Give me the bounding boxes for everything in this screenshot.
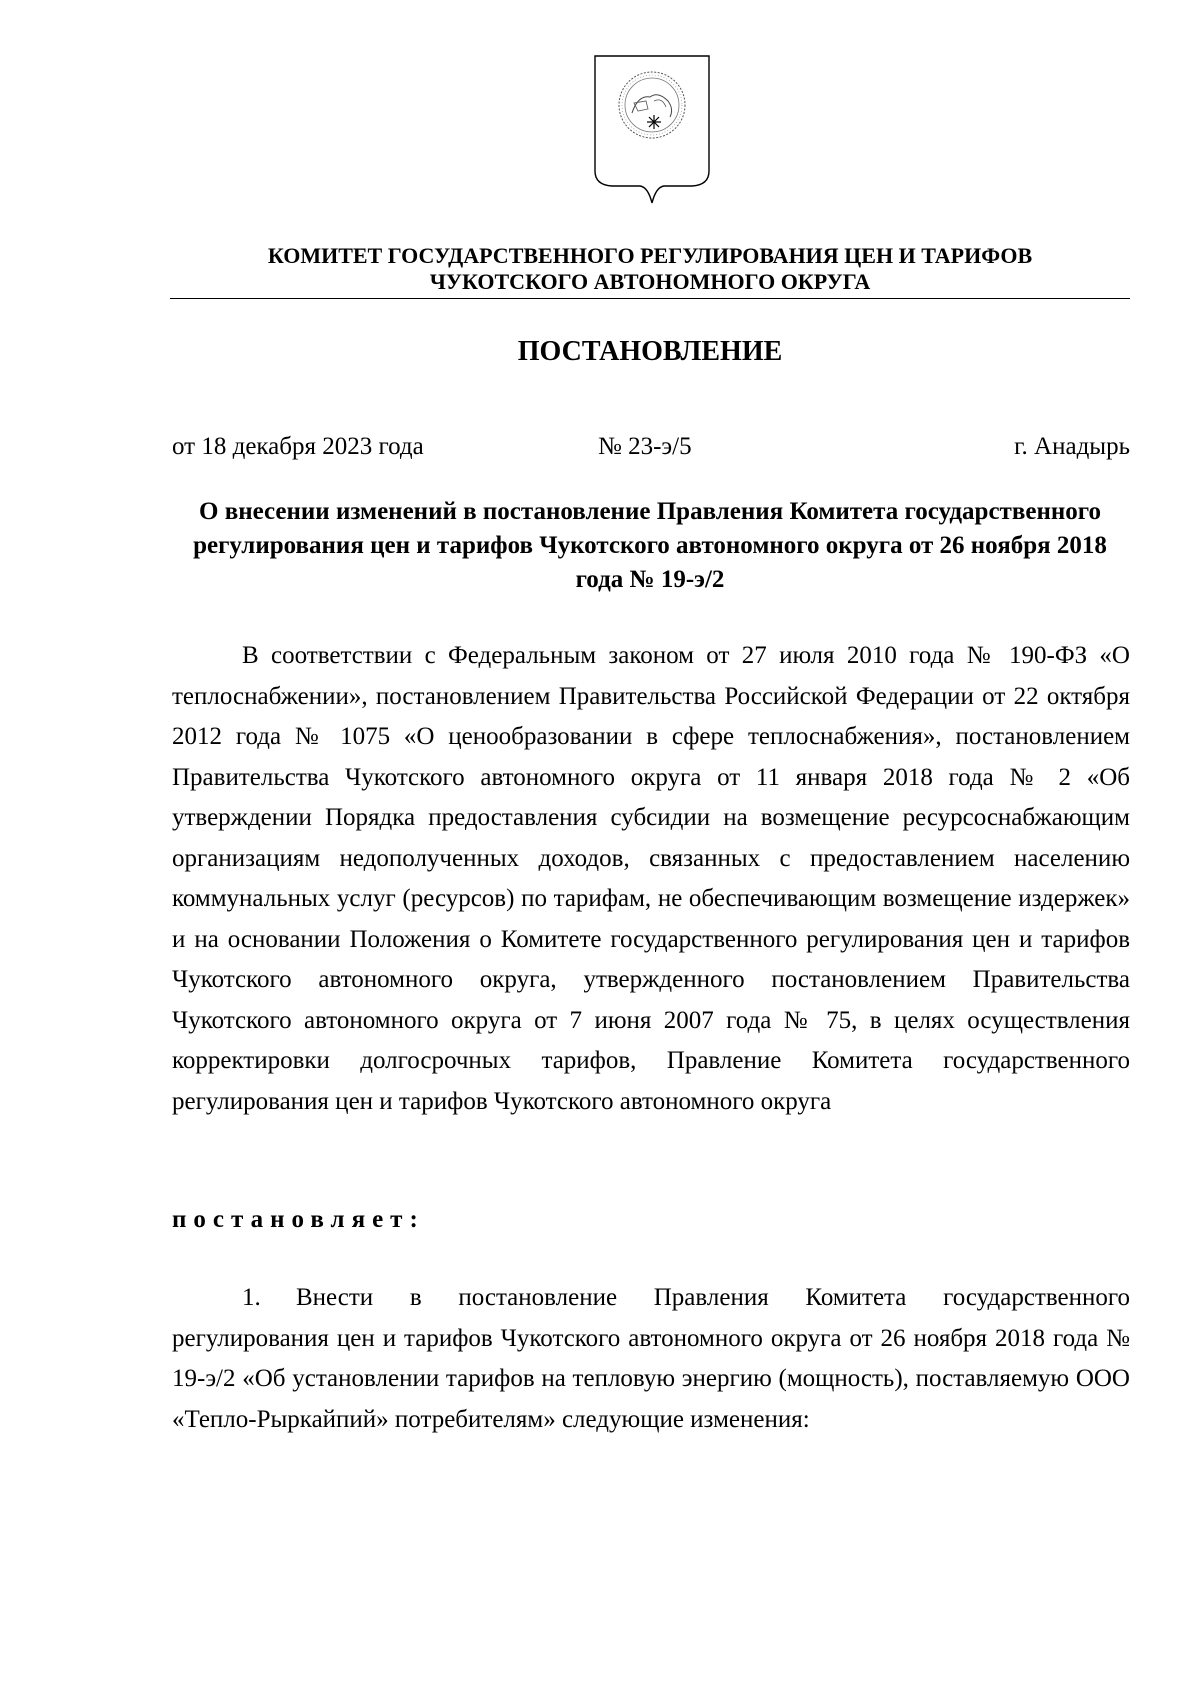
document-number: № 23-э/5 <box>598 433 692 460</box>
decree-word: постановляет: <box>172 1206 425 1233</box>
list-item-number: 1. <box>242 1284 261 1311</box>
document-date: от 18 декабря 2023 года <box>172 433 424 460</box>
preamble-paragraph: В соответствии с Федеральным законом от 27 июля 2010 года № 190-ФЗ «О теплоснабжении», постановлением Правительства Российской Федерации от 22 октября 2012 года № 1075 «О ценообразовании в сфере теплоснабжения», постановлением Правительства Чукотского автономного округа от 11 января 2018 года № 2 «Об утверждении Порядка предоставления субсидии на возмещение ресурсоснабжающим организациям недополученных доходов, связанных с предоставлением населению коммунальных услуг (ресурсов) по тарифам, не обеспечивающим возмещение издержек» и на основании Положения о Комитете государственного регулирования цен и тарифов Чукотского автономного округа, утвержденного постановлением Правительства Чукотского автономного округа от 7 июня 2007 года № 75, в целях осуществления корректировки долгосрочных тарифов, Правление Комитета государственного регулирования цен и тарифов Чукотского автономного округа <box>172 642 1130 1115</box>
list-item-text: Внести в постановление Правления Комитета государственного регулирования цен и тарифов Чукотского автономного округа от 26 ноября 2018 года № 19-э/2 «Об установлении тарифов на тепловую энергию (мощность), поставляемую ООО «Тепло-Рыркайпий» потребителям» следующие изменения: <box>172 1284 1130 1433</box>
organization-title-line-2: ЧУКОТСКОГО АВТОНОМНОГО ОКРУГА <box>429 269 871 294</box>
list-item <box>172 1278 1130 1440</box>
coat-of-arms-icon <box>592 53 712 208</box>
organization-title-line-1: КОМИТЕТ ГОСУДАРСТВЕННОГО РЕГУЛИРОВАНИЯ ЦЕН И ТАРИФОВ <box>267 243 1033 268</box>
organization-title <box>170 243 1130 295</box>
document-city: г. Анадырь <box>1014 433 1130 460</box>
header-divider <box>170 298 1130 299</box>
document-subject: О внесении изменений в постановление Правления Комитета государственного регулирования цен и тарифов Чукотского автономного округа от 26 ноября 2018 года № 19-э/2 <box>193 498 1107 593</box>
document-kind: ПОСТАНОВЛЕНИЕ <box>517 336 783 367</box>
